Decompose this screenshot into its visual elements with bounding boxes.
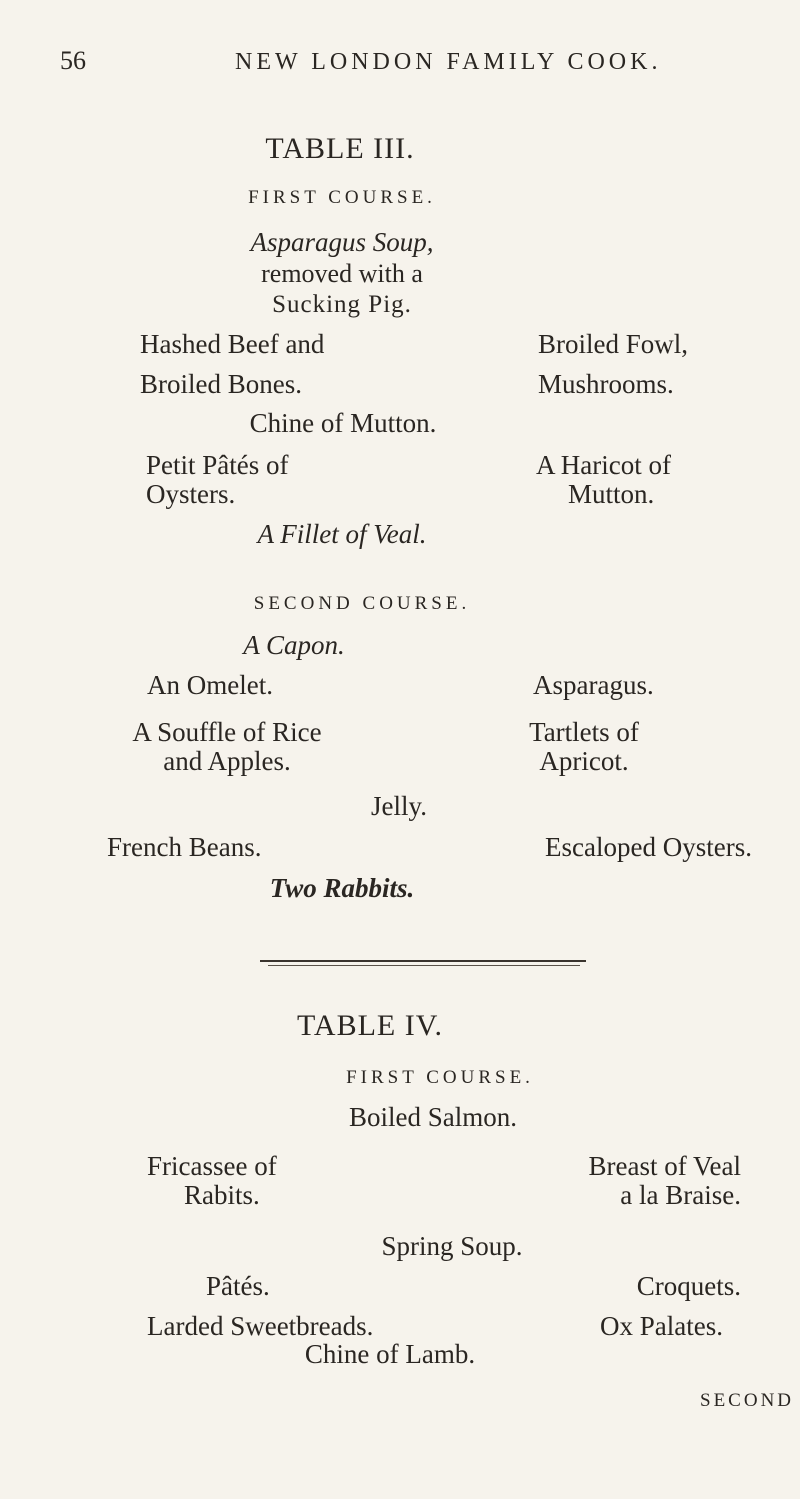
dish-escaloped-oysters: Escaloped Oysters. — [545, 832, 752, 862]
dish-larded-sweetbreads: Larded Sweetbreads. — [147, 1311, 374, 1341]
dish-tartlets-of: Tartlets of — [529, 717, 639, 747]
dish-croquets: Croquets. — [636, 1271, 741, 1301]
table-iv-title: TABLE IV. — [296, 1009, 444, 1042]
running-title: NEW LONDON FAMILY COOK. — [235, 49, 662, 75]
dish-chine-of-lamb: Chine of Lamb. — [304, 1339, 476, 1369]
dish-petit-pates: Petit Pâtés of — [146, 450, 289, 480]
dish-and-apples: and Apples. — [163, 746, 291, 776]
dish-rabits: Rabits. — [184, 1180, 260, 1210]
dish-french-beans: French Beans. — [107, 832, 262, 862]
dish-pates: Pâtés. — [206, 1271, 270, 1301]
dish-ox-palates: Ox Palates. — [600, 1311, 723, 1341]
dish-sucking-pig: Sucking Pig. — [272, 291, 412, 318]
dish-souffle-of-rice: A Souffle of Rice — [132, 717, 322, 747]
page-number: 56 — [60, 46, 86, 75]
dish-apricot: Apricot. — [539, 746, 629, 776]
dish-jelly: Jelly. — [371, 791, 427, 821]
dish-broiled-bones: Broiled Bones. — [140, 369, 302, 399]
dish-mutton: Mutton. — [568, 479, 655, 509]
dish-a-la-braise: a la Braise. — [620, 1180, 741, 1210]
first-course-heading-iv: FIRST COURSE. — [346, 1067, 534, 1088]
dish-spring-soup: Spring Soup. — [381, 1231, 523, 1261]
dish-broiled-fowl: Broiled Fowl, — [538, 329, 689, 359]
dish-asparagus-soup: Asparagus Soup, — [250, 227, 434, 257]
dish-omelet: An Omelet. — [147, 670, 273, 700]
dish-removed-with: removed with a — [261, 259, 423, 288]
dish-two-rabbits: Two Rabbits. — [269, 873, 415, 903]
dish-boiled-salmon: Boiled Salmon. — [349, 1102, 517, 1132]
dish-mushrooms: Mushrooms. — [538, 369, 674, 399]
catchword: SECOND — [700, 1390, 795, 1411]
dish-hashed-beef: Hashed Beef and — [140, 329, 325, 359]
table-iii-title: TABLE III. — [265, 132, 415, 165]
section-divider — [260, 960, 586, 962]
dish-haricot: A Haricot of — [536, 450, 671, 480]
first-course-heading: FIRST COURSE. — [248, 187, 436, 208]
dish-breast-of-veal: Breast of Veal — [588, 1151, 741, 1181]
second-course-heading: SECOND COURSE. — [253, 593, 471, 614]
dish-chine-of-mutton: Chine of Mutton. — [249, 408, 437, 438]
dish-fricassee-of: Fricassee of — [147, 1151, 277, 1181]
dish-asparagus: Asparagus. — [533, 670, 654, 700]
section-divider-thin — [268, 965, 580, 966]
dish-capon: A Capon. — [243, 630, 345, 660]
dish-oysters: Oysters. — [146, 479, 236, 509]
dish-fillet-of-veal: A Fillet of Veal. — [257, 519, 427, 549]
